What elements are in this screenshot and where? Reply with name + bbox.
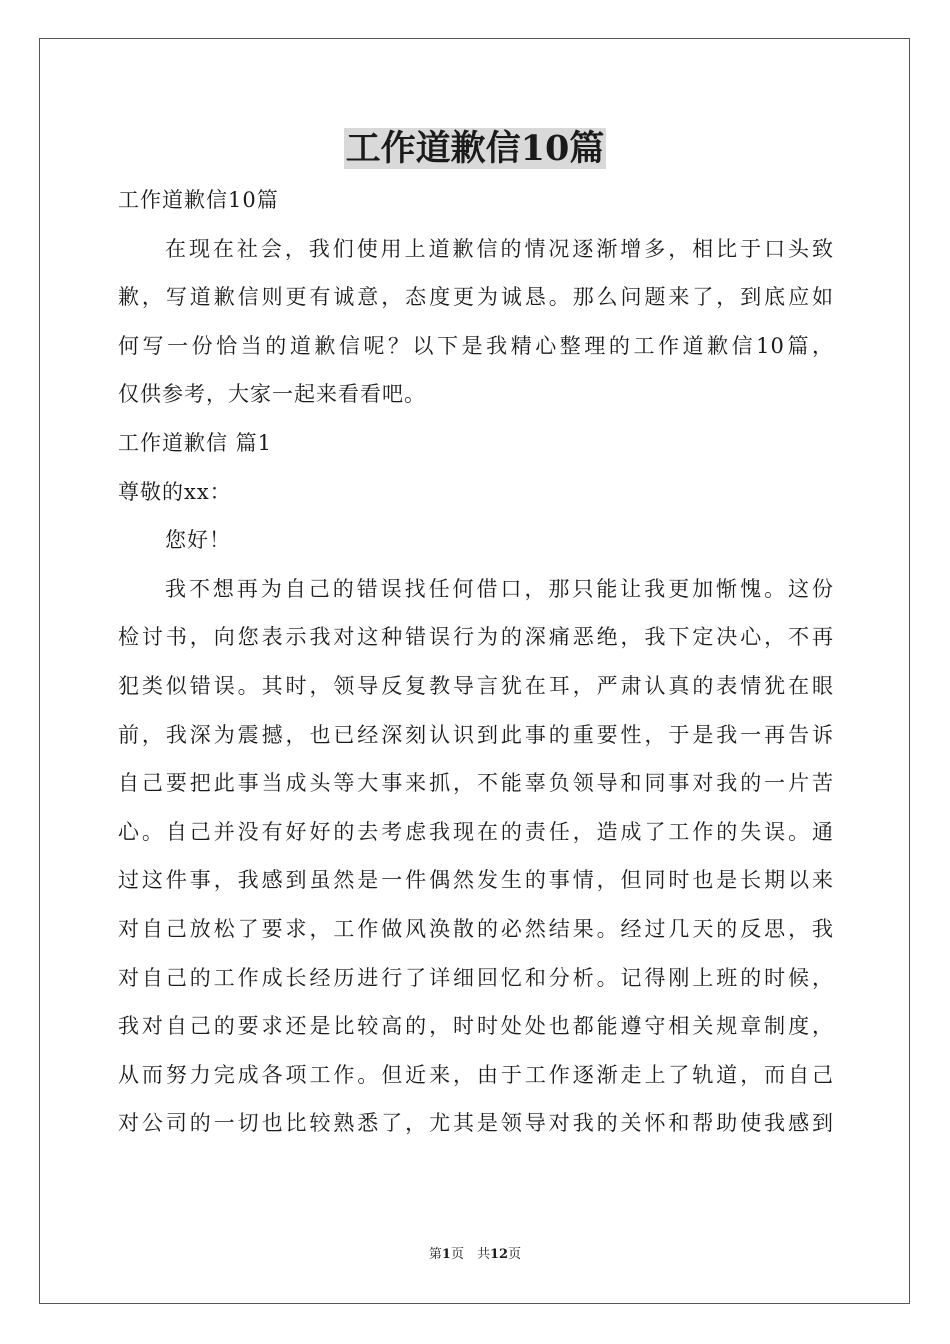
letter-paragraph-line: 检讨书，向您表示我对这种错误行为的深痛恶绝，我下定决心，不再 — [118, 625, 834, 650]
footer-page-prefix: 第 — [428, 1247, 442, 1262]
letter-paragraph-line: 过这件事，我感到虽然是一件偶然发生的事情，但同时也是长期以来 — [118, 868, 834, 893]
footer-page-mid: 页 共 — [450, 1247, 490, 1262]
intro-paragraph-line: 在现在社会，我们使用上道歉信的情况逐渐增多，相比于口头致 — [165, 236, 834, 261]
letter-paragraph-line: 从而努力完成各项工作。但近来，由于工作逐渐走上了轨道，而自己 — [118, 1062, 834, 1087]
subtitle-line: 工作道歉信10篇 — [118, 188, 279, 212]
letter-paragraph-line: 对公司的一切也比较熟悉了，尤其是领导对我的关怀和帮助使我感到 — [118, 1111, 834, 1136]
footer-total-pages: 12 — [489, 1247, 509, 1262]
letter-paragraph-line: 自己要把此事当成头等大事来抓，不能辜负领导和同事对我的一片苦 — [118, 771, 834, 796]
letter-paragraph-line: 我对自己的要求还是比较高的，时时处处也都能遵守相关规章制度， — [118, 1014, 834, 1039]
document-body — [118, 176, 834, 1148]
intro-paragraph-line: 歉，写道歉信则更有诚意，态度更为诚恳。那么问题来了，到底应如 — [118, 285, 834, 310]
footer-page-suffix: 页 — [508, 1247, 522, 1262]
document-title — [0, 126, 950, 172]
greeting: 您好！ — [165, 528, 231, 553]
letter-paragraph-line: 前，我深为震撼，也已经深刻认识到此事的重要性，于是我一再告诉 — [118, 722, 834, 747]
document-title-text: 工作道歉信10篇 — [345, 128, 605, 169]
letter-paragraph-line: 犯类似错误。其时，领导反复教导言犹在耳，严肃认真的表情犹在眼 — [118, 673, 834, 698]
letter-paragraph-line: 心。自己并没有好好的去考虑我现在的责任，造成了工作的失误。通 — [118, 819, 834, 844]
letter-paragraph-line: 对自己放松了要求，工作做风涣散的必然结果。经过几天的反思，我 — [118, 916, 834, 941]
intro-paragraph-line: 何写一份恰当的道歉信呢？以下是我精心整理的工作道歉信10篇， — [118, 333, 834, 358]
letter-paragraph-line: 我不想再为自己的错误找任何借口，那只能让我更加惭愧。这份 — [165, 576, 834, 601]
footer-current-page: 1 — [441, 1247, 451, 1262]
section-heading: 工作道歉信 篇1 — [118, 430, 273, 455]
page-footer — [0, 1246, 950, 1264]
intro-paragraph-line: 仅供参考，大家一起来看看吧。 — [118, 382, 426, 407]
salutation: 尊敬的xx： — [118, 479, 232, 504]
letter-paragraph-line: 对自己的工作成长经历进行了详细回忆和分析。记得刚上班的时候， — [118, 965, 834, 990]
